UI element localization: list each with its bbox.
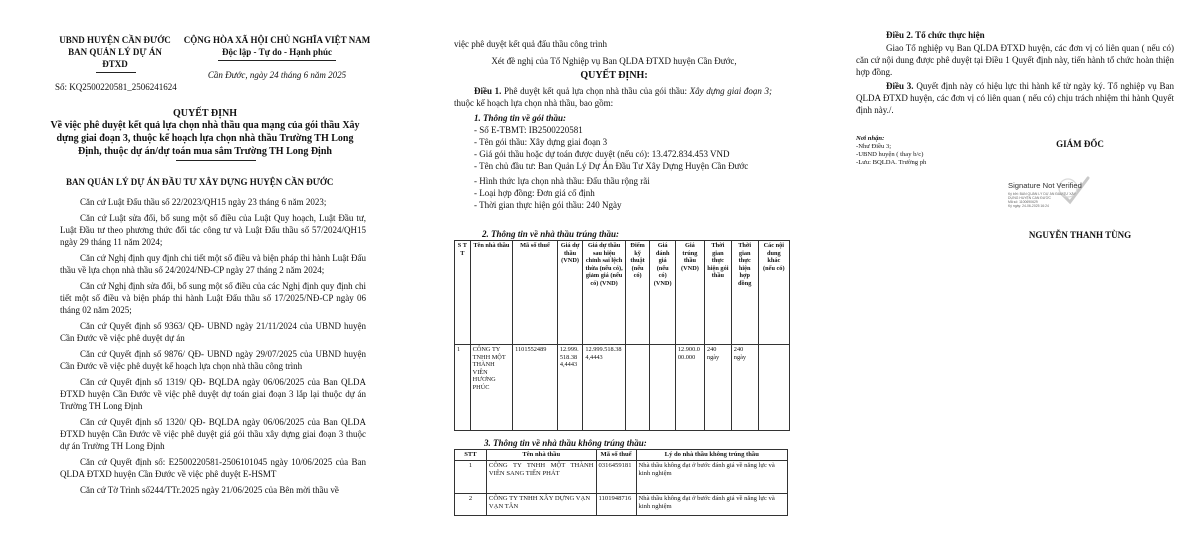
table-row [455,494,788,516]
package-info-item: - Loại hợp đồng: Đơn giá cố định [474,188,595,198]
col-header: Giá trúng thầu (VND) [675,241,704,345]
agency-line: UBND HUYỆN CẦN ĐƯỚC [59,35,171,45]
recipients-title: Nơi nhận: [856,135,885,142]
motto: Độc lập - Tự do - Hạnh phúc [221,47,332,57]
article-3 [856,80,1174,116]
losing-bidders-table [454,449,788,516]
cell-stt: 1 [455,461,487,494]
article-2-text: Giao Tổ nghiệp vụ Ban QLDA ĐTXD huyện, các đơn vị có liên quan ( nếu có) căn cứ nội dung được phê duyệt tại Điều 1 Quyết định này, tiến hành tổ chức hoàn thiện hợp đồng. [856,43,1174,77]
cell-contract-duration: 240 ngày [731,345,758,431]
col-header: Lý do nhà thầu không trúng thầu [636,450,787,461]
col-header: Các nội dung khác (nếu có) [758,241,789,345]
section-3-title: 3. Thông tin về nhà thầu không trúng thầu: [484,438,647,448]
cell-bidder-name: CÔNG TY TNHH XÂY DỰNG VẠN VẠN TÂN [486,494,596,516]
package-info-item: - Tên gói thầu: Xây dựng giai đoạn 3 [474,137,608,147]
package-info-item: - Thời gian thực hiện gói thầu: 240 Ngày [474,200,622,210]
col-header: STT [455,450,487,461]
cell-tech-score [625,345,650,431]
cell-tax-code: 1101948716 [596,494,636,516]
document-number: Số: KQ2500220581_2506241624 [55,82,177,92]
table-row [455,345,790,431]
legal-basis-paragraph: Căn cứ Quyết định số: E2500220581-2506101045 ngày 10/06/2025 của Ban QLDA ĐTXD huyện Cần Đước về việc phê duyệt E-HSMT [60,457,366,479]
issuing-agency-header [40,34,190,70]
cell-reason: Nhà thầu không đạt ở bước đánh giá về năng lực và kinh nghiệm [636,494,787,516]
winning-bidder-table [454,240,790,431]
article-3-text: Quyết định này có hiệu lực thi hành kể từ ngày ký. Tổ nghiệp vụ Ban QLDA ĐTXD huyện, các đơn vị có liên quan ( nếu có) chịu trách nhiệm thi hành Quyết định này./. [856,81,1175,115]
cell-tax-code: 1101552489 [513,345,558,431]
section-2-title: 2. Thông tin về nhà thầu trúng thầu: [482,229,620,239]
cell-bidder-name: CÔNG TY TNHH MỘT THÀNH VIÊN SANG TIẾN PHÁT [486,461,596,494]
signer-name: NGUYỄN THANH TÙNG [1028,230,1132,240]
package-info-item: - Số E-TBMT: IB2500220581 [474,125,583,135]
document-page-1 [0,0,400,539]
national-motto-header [178,34,376,58]
document-page-3 [830,0,1200,539]
signer-title: GIÁM ĐỐC [1056,139,1104,149]
cell-evaluated-price [650,345,676,431]
legal-basis-paragraph: Căn cứ Luật sửa đổi, bổ sung một số điều của Luật Quy hoạch, Luật Đầu tư, Luật Đầu tư theo phương thức đối tác công tư và Luật Đấu thầu số 57/2024/QH15 ngày 29 tháng 11 năm 2024; [60,213,366,247]
digital-signature-stamp[interactable] [1002,172,1096,218]
document-title: QUYẾT ĐỊNH [173,108,237,119]
document-subtitle [50,119,360,158]
legal-basis-paragraph: Căn cứ Quyết định số 1320/ QĐ- BQLDA ngày 06/06/2025 của Ban QLDA ĐTXD huyện Cần Đước về việc phê duyệt giá gói thầu xây dựng giai đoạn 3 thuộc dự án Trường TH Long Định [60,417,366,451]
decision-heading: QUYẾT ĐỊNH: [580,70,648,81]
signature-detail: Ký bởi: BAN QUẢN LÝ DỰ ÁN ĐẦU TƯ XÂY [1008,192,1077,196]
carry-over-line: việc phê duyệt kết quả đấu thầu công trình [454,39,607,49]
recipient-item: -Lưu: BQLDA. Trường ph [856,159,927,166]
package-info-item: - Hình thức lựa chọn nhà thầu: Đấu thầu rộng rãi [474,176,650,186]
article-1-label: Điều 1. [474,86,502,96]
signature-detail: DỰNG HUYỆN CẦN ĐƯỚC [1008,196,1051,200]
cell-winning-price: 12.900.000.000 [675,345,704,431]
legal-basis-paragraph: Căn cứ Quyết định số 9876/ QĐ- UBND ngày 29/07/2025 của UBND huyện Cần Đước về việc phê duyệt kế hoạch lựa chọn nhà thầu công trình [60,349,366,371]
signature-detail: Ký ngày: 24-06-2025 16:24 [1008,204,1049,208]
cell-stt: 1 [455,345,471,431]
signature-detail: Mã số: 1100690629 [1008,200,1038,204]
document-page-2 [420,0,800,539]
col-header: Thời gian thực hiện hợp đồng [731,241,758,345]
cell-bidder-name: CÔNG TY TNHH MỘT THÀNH VIÊN HƯƠNG PHÚC [470,345,512,431]
article-1-text: Phê duyệt kết quả lựa chọn nhà thầu của gói thầu: [501,86,690,96]
col-header: Tên nhà thầu [486,450,596,461]
divider [218,60,336,61]
col-header: Tên nhà thầu [470,241,512,345]
recipients-block [856,135,986,167]
table-row [455,461,788,494]
table-header-row [455,450,788,461]
cell-tax-code: 0316459181 [596,461,636,494]
cell-stt: 2 [455,494,487,516]
issuing-authority: BAN QUẢN LÝ DỰ ÁN ĐẦU TƯ XÂY DỰNG HUYỆN CẦN ĐƯỚC [66,177,334,187]
article-1 [454,85,772,109]
table-header-row [455,241,790,345]
package-info-item: - Giá gói thầu hoặc dự toán được duyệt (nếu có): 13.472.834.453 VND [474,149,730,159]
agency-line: BAN QUẢN LÝ DỰ ÁN [68,47,162,57]
divider [96,72,136,73]
subtitle-line: dựng giai đoạn 3, thuộc kế hoạch lựa chọn nhà thầu Trường TH Long [56,133,354,144]
cell-other [758,345,789,431]
package-name: Xây dựng giai đoạn 3; [689,86,773,96]
legal-basis-list [60,196,366,500]
recipient-item: -UBND huyện ( thay b/c) [856,151,924,158]
col-header: Giá đánh giá (nếu có) (VND) [650,241,676,345]
col-header: Thời gian thực hiện gói thầu [704,241,731,345]
col-header: Mã số thuế [513,241,558,345]
package-info-item: - Tên chủ đầu tư: Ban Quản Lý Dự Án Đầu Tư Xây Dựng Huyện Cần Đước [474,161,749,171]
col-header: Điểm kỹ thuật (nếu có) [625,241,650,345]
col-header: Giá dự thầu (VND) [557,241,583,345]
agency-line: ĐTXD [102,59,128,69]
col-header: Giá dự thầu sau hiệu chỉnh sai lệch thừa (nếu có), giảm giá (nếu có) (VND) [583,241,625,345]
legal-basis-paragraph: Căn cứ Quyết định số 1319/ QĐ- BQLDA ngày 06/06/2025 của Ban QLDA ĐTXD huyện Cần Đước về việc phê duyệt dự toán giai đoạn 3 lắp lại thuộc dự án Trường TH Long Định [60,377,366,411]
legal-basis-paragraph: Căn cứ Nghị định quy định chi tiết một số điều và biện pháp thi hành Luật Đấu thầu về lựa chọn nhà thầu số 24/2024/NĐ-CP ngày 27 tháng 2 năm 2024; [60,253,366,275]
nation-name: CỘNG HÒA XÃ HỘI CHỦ NGHĨA VIỆT NAM [183,35,371,45]
subtitle-line: Về việc phê duyệt kết quả lựa chọn nhà thầu qua mạng của gói thầu Xây [50,120,360,131]
proposal-line: Xét đề nghị của Tổ Nghiệp vụ Ban QLDA ĐTXD huyện Cần Đước, [491,56,737,66]
cell-adjusted-price: 12.999.518.384,4443 [583,345,625,431]
package-info-list [454,124,774,211]
legal-basis-paragraph: Căn cứ Quyết định số 9363/ QĐ- UBND ngày 21/11/2024 của UBND huyện Cần Đước về việc phê duyệt dự án [60,321,366,343]
col-header: S T T [455,241,471,345]
recipient-item: -Như Điều 3; [856,143,892,150]
subtitle-line: Định, thuộc dự án/dự toán mua sắm Trường TH Long Định [78,146,332,157]
legal-basis-paragraph: Căn cứ Nghị định sửa đổi, bổ sung một số điều của các Nghị định quy định chi tiết một số điều và biện pháp thi hành Luật Đấu thầu số 17/2025/NĐ-CP ngày 06 tháng 02 năm 2025; [60,281,366,315]
cell-package-duration: 240 ngày [704,345,731,431]
article-1-text-end: thuộc kế hoạch lựa chọn nhà thầu, bao gồm: [454,98,614,108]
date-place: Cần Đước, ngày 24 tháng 6 năm 2025 [207,70,347,80]
legal-basis-paragraph: Căn cứ Tờ Trình số244/TTr.2025 ngày 21/06/2025 của Bên mời thầu về [80,485,339,495]
cell-bid-price: 12.999.518.384,4443 [557,345,583,431]
col-header: Mã số thuế [596,450,636,461]
divider [176,160,256,161]
article-3-label: Điều 3. [886,81,914,91]
signature-status: Signature Not Verified [1008,181,1082,190]
section-1-title: 1. Thông tin về gói thầu: [474,113,567,123]
legal-basis-paragraph: Căn cứ Luật Đấu thầu số 22/2023/QH15 ngày 23 tháng 6 năm 2023; [80,197,327,207]
article-2-title: Điều 2. Tổ chức thực hiện [886,30,985,40]
cell-reason: Nhà thầu không đạt ở bước đánh giá về năng lực và kinh nghiệm [636,461,787,494]
